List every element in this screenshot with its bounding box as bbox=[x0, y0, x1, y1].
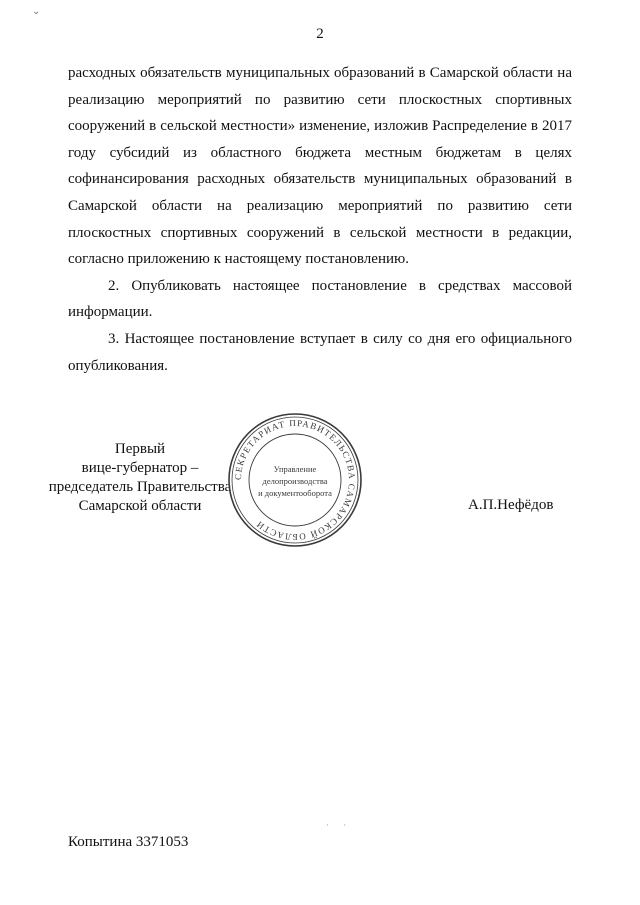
signatory-position-line: председатель Правительства bbox=[48, 479, 232, 495]
scan-dots: · · bbox=[326, 820, 353, 830]
signatory-name: А.П.Нефёдов bbox=[468, 497, 554, 513]
stamp-inner-line: Управление bbox=[273, 464, 317, 474]
document-body bbox=[68, 60, 572, 379]
stamp-ring-text: СЕКРЕТАРИАТ ПРАВИТЕЛЬСТВА САМАРСКОЙ ОБЛАСТИ bbox=[232, 417, 358, 543]
paragraph-effective-date: 3. Настоящее постановление вступает в силу со дня его официального опубликования. bbox=[68, 330, 572, 374]
executor-note: Копытина 3371053 bbox=[68, 834, 189, 850]
paragraph-continuation: расходных обязательств муниципальных образований в Самарской области на реализацию мероприятий по развитию сети плоскостных спортивных сооружений в сельской местности» изменение, изложив Распределение в 2017 году субсидий из областного бюджета местным бюджетам в целях софинансирования расходных обязательств муниципальных образований в Самарской области на реализацию мероприятий по развитию сети плоскостных спортивных сооружений в сельской местности в редакции, согласно приложению к настоящему постановлению. bbox=[68, 65, 572, 268]
page-number: 2 bbox=[316, 26, 324, 42]
signatory-position bbox=[40, 440, 240, 516]
official-seal-stamp bbox=[225, 410, 365, 550]
signatory-position-line: Самарской области bbox=[78, 498, 202, 514]
paragraph-publication: 2. Опубликовать настоящее постановление в средствах массовой информации. bbox=[68, 277, 572, 321]
stamp-inner-line: делопроизводства bbox=[262, 476, 328, 486]
scan-corner-mark: ⌄ bbox=[32, 6, 41, 17]
stamp-inner-line: и документооборота bbox=[258, 488, 332, 498]
signatory-position-line: Первый bbox=[114, 441, 166, 457]
signatory-position-line: вице-губернатор – bbox=[81, 460, 199, 476]
